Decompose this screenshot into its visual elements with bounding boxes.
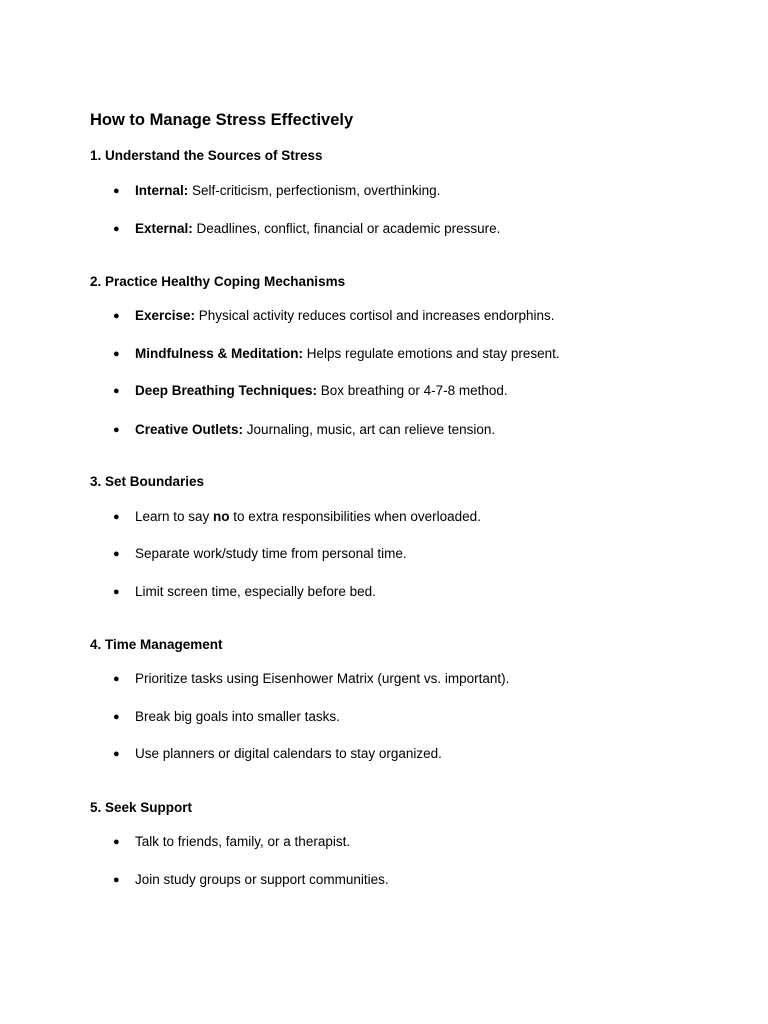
bullet-icon: ● <box>113 348 120 360</box>
item-text: Limit screen time, especially before bed. <box>135 584 376 599</box>
bullet-icon: ● <box>113 385 120 397</box>
bullet-icon: ● <box>113 586 120 598</box>
bullet-icon: ● <box>113 836 120 848</box>
list-item <box>113 708 340 726</box>
item-text: Prioritize tasks using Eisenhower Matrix (urgent vs. important). <box>135 671 510 686</box>
list-item <box>113 670 509 688</box>
bullet-icon: ● <box>113 511 120 523</box>
item-text: Talk to friends, family, or a therapist. <box>135 834 351 849</box>
list-item <box>113 545 407 563</box>
section-heading-sources: 1. Understand the Sources of Stress <box>90 148 323 163</box>
bullet-icon: ● <box>113 424 120 436</box>
list-item <box>113 508 481 526</box>
item-label: Mindfulness & Meditation: <box>135 346 303 361</box>
item-text-post: to extra responsibilities when overloaded. <box>229 509 481 524</box>
bullet-icon: ● <box>113 310 120 322</box>
list-item <box>113 307 554 325</box>
item-text: Self-criticism, perfectionism, overthinking. <box>188 183 441 198</box>
item-label: Internal: <box>135 183 189 198</box>
item-text: Separate work/study time from personal time. <box>135 546 407 561</box>
list-item <box>113 871 389 889</box>
item-text: Helps regulate emotions and stay present. <box>303 346 560 361</box>
item-label: Creative Outlets: <box>135 422 244 437</box>
bullet-icon: ● <box>113 185 120 197</box>
item-text: Deadlines, conflict, financial or academic pressure. <box>192 221 501 236</box>
item-text: Use planners or digital calendars to stay organized. <box>135 746 442 761</box>
section-heading-time-management: 4. Time Management <box>90 637 223 652</box>
list-item <box>113 833 350 851</box>
item-emphasis: no <box>213 509 230 524</box>
list-item <box>113 220 500 238</box>
bullet-icon: ● <box>113 548 120 560</box>
bullet-icon: ● <box>113 748 120 760</box>
item-text: Break big goals into smaller tasks. <box>135 709 340 724</box>
bullet-icon: ● <box>113 874 120 886</box>
section-heading-boundaries: 3. Set Boundaries <box>90 474 205 489</box>
bullet-icon: ● <box>113 673 120 685</box>
item-text-pre: Learn to say <box>135 509 214 524</box>
bullet-icon: ● <box>113 711 120 723</box>
list-item <box>113 583 376 601</box>
item-label: External: <box>135 221 193 236</box>
list-item <box>113 182 440 200</box>
list-item <box>113 345 560 363</box>
item-label: Deep Breathing Techniques: <box>135 383 318 398</box>
section-heading-support: 5. Seek Support <box>90 800 193 815</box>
list-item <box>113 421 495 439</box>
list-item <box>113 382 508 400</box>
item-text: Join study groups or support communities. <box>135 872 389 887</box>
bullet-icon: ● <box>113 223 120 235</box>
list-item <box>113 745 442 763</box>
item-label: Exercise: <box>135 308 196 323</box>
document-title: How to Manage Stress Effectively <box>90 111 354 129</box>
item-text: Box breathing or 4-7-8 method. <box>317 383 508 398</box>
item-text: Journaling, music, art can relieve tension. <box>243 422 496 437</box>
item-text: Physical activity reduces cortisol and increases endorphins. <box>195 308 555 323</box>
section-heading-coping: 2. Practice Healthy Coping Mechanisms <box>90 274 346 289</box>
